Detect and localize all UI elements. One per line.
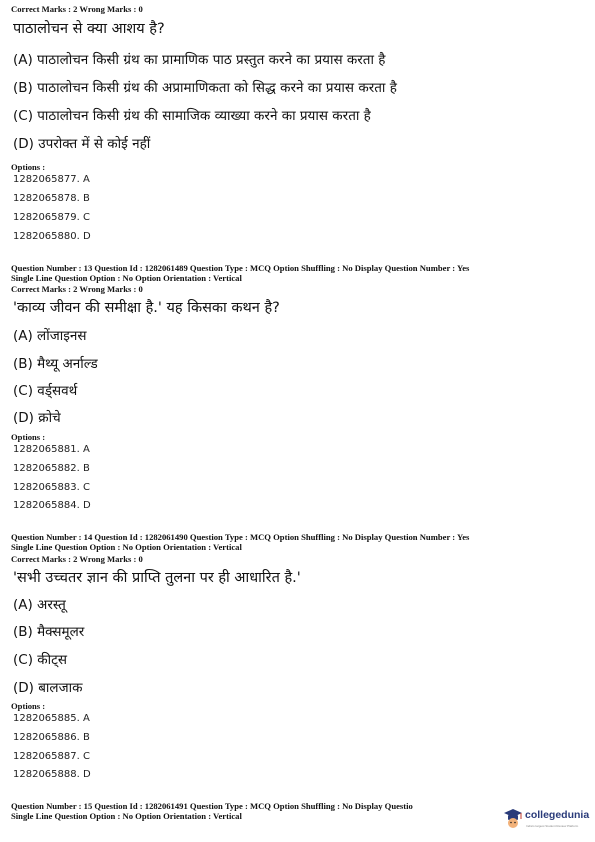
q12-option-b: (B) पाठालोचन किसी ग्रंथ की अप्रामाणिकता को सिद्ध करने का प्रयास करता है bbox=[13, 80, 397, 96]
logo-tagline: India's largest Student Review Platform bbox=[526, 824, 579, 828]
q13-options-label: Options : bbox=[11, 432, 46, 442]
q14-header-2: Single Line Question Option : No Option Orientation : Vertical bbox=[11, 542, 242, 552]
q14-option-id-c: 1282065887. C bbox=[13, 751, 90, 762]
q14-header: Question Number : 14 Question Id : 1282061490 Question Type : MCQ Option Shuffling : No Display Question Number : Yes bbox=[11, 532, 470, 542]
logo-name: collegedunia bbox=[525, 809, 590, 821]
q12-option-id-b: 1282065878. B bbox=[13, 193, 90, 204]
graduation-cap-icon bbox=[503, 807, 523, 829]
collegedunia-logo bbox=[503, 803, 593, 837]
q13-header: Question Number : 13 Question Id : 1282061489 Question Type : MCQ Option Shuffling : No Display Question Number : Yes bbox=[11, 263, 470, 273]
q12-option-id-d: 1282065880. D bbox=[13, 231, 91, 242]
q13-option-id-a: 1282065881. A bbox=[13, 444, 90, 455]
q12-option-id-c: 1282065879. C bbox=[13, 212, 90, 223]
q14-options-label: Options : bbox=[11, 701, 46, 711]
q14-option-b: (B) मैक्समूलर bbox=[13, 624, 85, 640]
q14-option-a: (A) अरस्तू bbox=[13, 597, 66, 613]
q12-question: पाठालोचन से क्या आशय है? bbox=[13, 21, 165, 37]
q13-option-id-c: 1282065883. C bbox=[13, 482, 90, 493]
q12-marks: Correct Marks : 2 Wrong Marks : 0 bbox=[11, 4, 143, 14]
q14-option-id-d: 1282065888. D bbox=[13, 769, 91, 780]
q12-option-a: (A) पाठालोचन किसी ग्रंथ का प्रामाणिक पाठ प्रस्तुत करने का प्रयास करता है bbox=[13, 52, 386, 68]
q14-option-c: (C) कीट्स bbox=[13, 652, 68, 668]
q12-option-d: (D) उपरोक्त में से कोई नहीं bbox=[13, 136, 151, 152]
q12-option-id-a: 1282065877. A bbox=[13, 174, 90, 185]
q14-option-id-a: 1282065885. A bbox=[13, 713, 90, 724]
q13-question: 'काव्य जीवन की समीक्षा है.' यह किसका कथन है? bbox=[13, 300, 280, 316]
q15-header: Question Number : 15 Question Id : 1282061491 Question Type : MCQ Option Shuffling : No Display Questio bbox=[11, 801, 413, 811]
q14-option-id-b: 1282065886. B bbox=[13, 732, 90, 743]
q14-marks: Correct Marks : 2 Wrong Marks : 0 bbox=[11, 554, 143, 564]
q13-option-a: (A) लोंजाइनस bbox=[13, 328, 87, 344]
q13-marks: Correct Marks : 2 Wrong Marks : 0 bbox=[11, 284, 143, 294]
q13-option-c: (C) वर्ड्सवर्थ bbox=[13, 383, 78, 399]
q14-option-d: (D) बालजाक bbox=[13, 680, 83, 696]
q15-header-2: Single Line Question Option : No Option Orientation : Vertical bbox=[11, 811, 242, 821]
q13-option-id-d: 1282065884. D bbox=[13, 500, 91, 511]
q14-question: 'सभी उच्चतर ज्ञान की प्राप्ति तुलना पर ही आधारित है.' bbox=[13, 570, 301, 586]
q12-option-c: (C) पाठालोचन किसी ग्रंथ की सामाजिक व्याख्या करने का प्रयास करता है bbox=[13, 108, 371, 124]
q13-option-id-b: 1282065882. B bbox=[13, 463, 90, 474]
q12-options-label: Options : bbox=[11, 162, 46, 172]
q13-header-2: Single Line Question Option : No Option Orientation : Vertical bbox=[11, 273, 242, 283]
q13-option-b: (B) मैथ्यू अर्नाल्ड bbox=[13, 356, 98, 372]
q13-option-d: (D) क्रोचे bbox=[13, 410, 61, 426]
